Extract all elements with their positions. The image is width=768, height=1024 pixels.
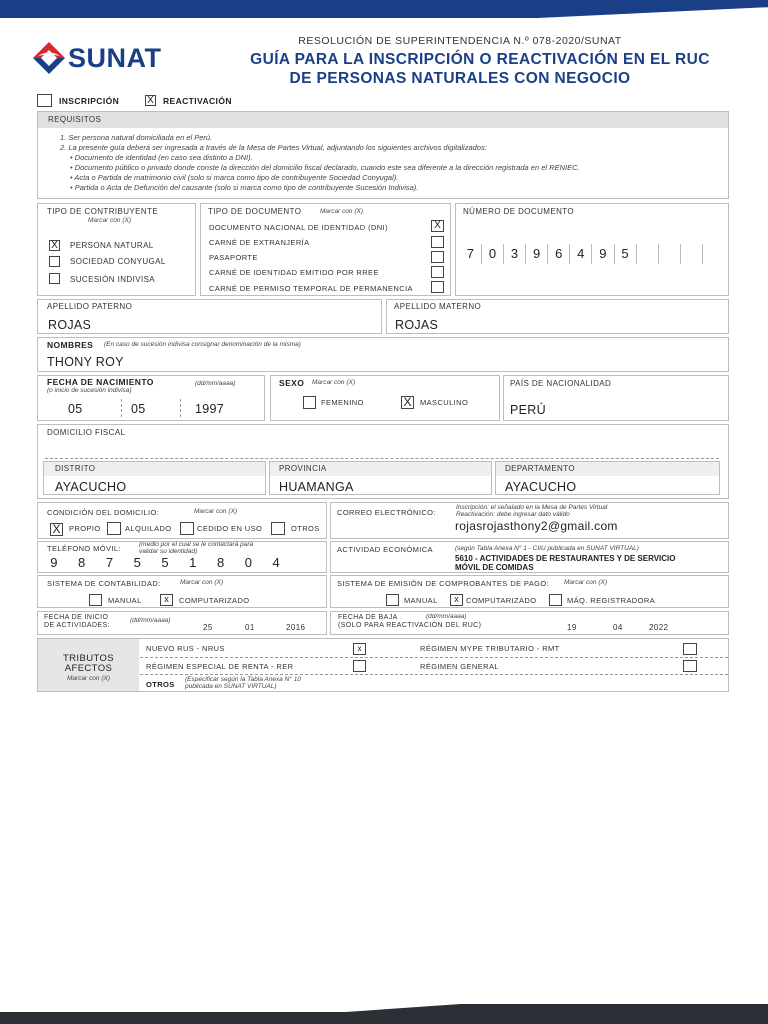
doc-digit: 5 xyxy=(615,244,637,264)
inscripcion-checkbox[interactable] xyxy=(37,94,52,107)
requisito-bullet-1: • Documento de identidad (en caso sea distinto a DNI). xyxy=(70,153,253,162)
sexo-hint: Marcar con (X) xyxy=(312,379,355,386)
bottom-banner xyxy=(0,1004,768,1024)
masculino-checkbox[interactable]: X xyxy=(401,396,414,409)
baja-day[interactable]: 19 xyxy=(567,623,577,632)
apellido-materno-value[interactable]: ROJAS xyxy=(395,318,439,332)
inicio-month[interactable]: 01 xyxy=(245,623,255,632)
requisito-1: 1. Ser persona natural domiciliada en el Perú. xyxy=(60,133,213,142)
emision-label: SISTEMA DE EMISIÓN DE COMPROBANTES DE PAGO: xyxy=(337,579,550,588)
doc-rree-label: CARNÉ DE IDENTIDAD EMITIDO POR RREE xyxy=(209,268,379,277)
nombres-value[interactable]: THONY ROY xyxy=(47,355,124,369)
contab-manual-label: MANUAL xyxy=(108,596,142,605)
femenino-checkbox[interactable] xyxy=(303,396,316,409)
doc-digit: 7 xyxy=(460,244,482,264)
contabilidad-hint: Marcar con (X) xyxy=(180,579,223,586)
correo-value[interactable]: rojasrojasthony2@gmail.com xyxy=(455,519,618,533)
doc-digit xyxy=(637,244,659,264)
distrito-value[interactable]: AYACUCHO xyxy=(55,480,127,494)
domicilio-label: DOMICILIO FISCAL xyxy=(47,428,126,437)
doc-pasaporte-label: PASAPORTE xyxy=(209,253,258,262)
nacimiento-year[interactable]: 1997 xyxy=(195,402,225,416)
baja-format: (dd/mm/aaaa) xyxy=(426,613,467,620)
tipo-contribuyente-hint: Marcar con (X) xyxy=(88,217,131,224)
numero-documento-field[interactable] xyxy=(460,244,724,264)
reactivacion-checkbox[interactable]: X xyxy=(145,95,156,106)
inscripcion-label: INSCRIPCIÓN xyxy=(59,96,120,106)
tel-digit: 5 xyxy=(161,555,169,570)
doc-digit: 4 xyxy=(570,244,592,264)
alquilado-checkbox[interactable] xyxy=(107,522,121,535)
doc-digit xyxy=(703,244,724,264)
doc-digit xyxy=(659,244,681,264)
actividad-label: ACTIVIDAD ECONÓMICA xyxy=(337,545,433,554)
doc-digit: 0 xyxy=(482,244,504,264)
doc-pasaporte-checkbox[interactable] xyxy=(431,251,444,263)
logo-text: SUNAT xyxy=(68,43,162,73)
correo-hint-1: Inscripción: el señalado en la Mesa de Partes Virtual xyxy=(456,504,608,511)
general-label: RÉGIMEN GENERAL xyxy=(420,662,499,671)
emision-manual-checkbox[interactable] xyxy=(386,594,399,606)
nacionalidad-label: PAÍS DE NACIONALIDAD xyxy=(510,379,612,388)
tipo-contribuyente-title: TIPO DE CONTRIBUYENTE xyxy=(47,207,159,216)
nombres-label: NOMBRES xyxy=(47,340,94,350)
sociedad-conyugal-checkbox[interactable] xyxy=(49,256,60,267)
alquilado-label: ALQUILADO xyxy=(125,524,172,533)
emision-maq-checkbox[interactable] xyxy=(549,594,562,606)
baja-year[interactable]: 2022 xyxy=(649,623,669,632)
resolution-text: RESOLUCIÓN DE SUPERINTENDENCIA N.º 078-2020/SUNAT xyxy=(298,35,622,47)
baja-month[interactable]: 04 xyxy=(613,623,623,632)
otros-tributos-hint-1: (Especificar según la Tabla Anexa N° 10 xyxy=(185,676,301,683)
baja-label-1: FECHA DE BAJA xyxy=(338,614,398,621)
emision-manual-label: MANUAL xyxy=(404,596,438,605)
inicio-format: (dd/mm/aaaa) xyxy=(130,617,171,624)
apellido-materno-label: APELLIDO MATERNO xyxy=(394,302,482,311)
apellido-paterno-label: APELLIDO PATERNO xyxy=(47,302,133,311)
telefono-label: TELÉFONO MÓVIL: xyxy=(47,544,121,553)
doc-digit: 3 xyxy=(504,244,526,264)
tributos-hint: Marcar con (X) xyxy=(67,675,110,682)
otros-condicion-checkbox[interactable] xyxy=(271,522,285,535)
departamento-label: DEPARTAMENTO xyxy=(505,464,575,473)
femenino-label: FEMENINO xyxy=(321,398,364,407)
sucesion-indivisa-label: SUCESIÓN INDIVISA xyxy=(70,275,156,284)
general-checkbox[interactable] xyxy=(683,660,697,672)
mype-checkbox[interactable] xyxy=(683,643,697,655)
tel-digit: 0 xyxy=(244,555,252,570)
rer-label: RÉGIMEN ESPECIAL DE RENTA - RER xyxy=(146,662,294,671)
inicio-day[interactable]: 25 xyxy=(203,623,213,632)
departamento-value[interactable]: AYACUCHO xyxy=(505,480,577,494)
requisito-2: 2. La presente guía deberá ser ingresada a través de la Mesa de Partes Virtual, adjuntando los siguientes archivos digitalizados: xyxy=(60,143,487,152)
tipo-documento-title: TIPO DE DOCUMENTO xyxy=(208,207,302,216)
emision-comp-label: COMPUTARIZADO xyxy=(466,596,537,605)
doc-digit xyxy=(681,244,703,264)
emision-hint: Marcar con (X) xyxy=(564,579,607,586)
nrus-checkbox[interactable]: x xyxy=(353,643,366,655)
doc-dni-checkbox[interactable]: X xyxy=(431,220,444,232)
sexo-label: SEXO xyxy=(279,378,305,388)
requisito-bullet-4: • Partida o Acta de Defunción del causante (solo si marca como tipo de contribuyente Sucesión Indivisa). xyxy=(70,183,419,192)
persona-natural-checkbox[interactable]: X xyxy=(49,240,60,251)
nacimiento-label: FECHA DE NACIMIENTO xyxy=(47,377,154,387)
tel-digit: 9 xyxy=(50,555,58,570)
numero-documento-title: NÚMERO DE DOCUMENTO xyxy=(463,207,575,216)
otros-tributos-hint-2: publicada en SUNAT VIRTUAL) xyxy=(185,683,277,690)
mype-label: RÉGIMEN MYPE TRIBUTARIO - RMT xyxy=(420,644,560,653)
emision-comp-checkbox[interactable]: x xyxy=(450,594,463,606)
top-banner xyxy=(0,0,768,18)
doc-carne-extranjeria-label: CARNÉ DE EXTRANJERÍA xyxy=(209,238,310,247)
provincia-label: PROVINCIA xyxy=(279,464,327,473)
tel-digit: 7 xyxy=(105,555,114,570)
tipo-documento-section xyxy=(200,203,451,296)
doc-dni-label: DOCUMENTO NACIONAL DE IDENTIDAD (DNI) xyxy=(209,223,388,232)
cedido-label: CEDIDO EN USO xyxy=(197,524,263,533)
actividad-line1[interactable]: 5610 - ACTIVIDADES DE RESTAURANTES Y DE SERVICIO xyxy=(455,554,676,563)
doc-ptp-label: CARNÉ DE PERMISO TEMPORAL DE PERMANENCIA xyxy=(209,284,413,293)
tel-digit: 4 xyxy=(272,555,280,570)
requisitos-title: REQUISITOS xyxy=(48,115,102,124)
propio-label: PROPIO xyxy=(69,524,101,533)
reactivacion-label: REACTIVACIÓN xyxy=(163,96,232,106)
persona-natural-label: PERSONA NATURAL xyxy=(70,241,154,250)
inicio-label-2: DE ACTIVIDADES: xyxy=(44,622,110,629)
doc-carne-extranjeria-checkbox[interactable] xyxy=(431,236,444,248)
nombres-hint: (En caso de sucesión indivisa consignar denominación de la misma) xyxy=(104,341,301,348)
sunat-logo-icon xyxy=(32,41,66,75)
nacionalidad-value[interactable]: PERÚ xyxy=(510,403,546,417)
nacimiento-month[interactable]: 05 xyxy=(131,402,146,416)
sociedad-conyugal-label: SOCIEDAD CONYUGAL xyxy=(70,257,166,266)
requisito-bullet-2: • Documento público o privado donde conste la dirección del domicilio fiscal declarado, cuando este sea diferente a la dirección registrada en el RENIEC. xyxy=(70,163,580,172)
nrus-label: NUEVO RUS - NRUS xyxy=(146,644,225,653)
actividad-hint: (según Tabla Anexa N° 1 - CIIU publicada en SUNAT VIRTUAL) xyxy=(455,545,639,552)
doc-digit: 9 xyxy=(526,244,548,264)
otros-condicion-label: OTROS xyxy=(291,524,320,533)
apellido-paterno-value[interactable]: ROJAS xyxy=(48,318,92,332)
contab-comp-label: COMPUTARIZADO xyxy=(179,596,250,605)
doc-digit: 6 xyxy=(548,244,570,264)
correo-hint-2: Reactivación: debe ingresar dato válido xyxy=(456,511,570,518)
condicion-hint: Marcar con (X) xyxy=(194,508,237,515)
telefono-hint-1: (medio por el cual se le contactará para xyxy=(139,541,254,548)
tributos-label-2: AFECTOS xyxy=(64,663,113,674)
actividad-line2[interactable]: MÓVIL DE COMIDAS xyxy=(455,563,534,572)
telefono-hint-2: validar su identidad) xyxy=(139,548,198,555)
otros-tributos-label: OTROS xyxy=(146,680,175,689)
doc-digit: 9 xyxy=(592,244,614,264)
contabilidad-label: SISTEMA DE CONTABILIDAD: xyxy=(47,579,161,588)
correo-label: CORREO ELECTRÓNICO: xyxy=(337,508,436,517)
baja-label-2: (SOLO PARA REACTIVACIÓN DEL RUC) xyxy=(338,622,482,629)
tributos-section xyxy=(37,638,729,692)
telefono-field[interactable] xyxy=(40,555,290,571)
nacimiento-format: (dd/mm/aaaa) xyxy=(195,380,236,387)
tel-digit: 1 xyxy=(189,555,197,570)
masculino-label: MASCULINO xyxy=(420,398,469,407)
condicion-label: CONDICIÓN DEL DOMICILIO: xyxy=(47,508,160,517)
emision-maq-label: MÁQ. REGISTRADORA xyxy=(567,596,656,605)
distrito-label: DISTRITO xyxy=(55,464,96,473)
tel-digit: 8 xyxy=(216,555,225,570)
propio-checkbox[interactable]: X xyxy=(50,523,63,536)
doc-ptp-checkbox[interactable] xyxy=(431,281,444,293)
contab-comp-checkbox[interactable]: x xyxy=(160,594,173,606)
tributos-label-1: TRIBUTOS xyxy=(62,653,115,664)
page-title-line1: GUÍA PARA LA INSCRIPCIÓN O REACTIVACIÓN EN EL RUC xyxy=(250,51,710,68)
tel-digit: 5 xyxy=(133,555,141,570)
requisito-bullet-3: • Acta o Partida de matrimonio civil (solo si marca como tipo de contribuyente Sociedad Conyugal). xyxy=(70,173,399,182)
rer-checkbox[interactable] xyxy=(353,660,366,672)
sucesion-indivisa-checkbox[interactable] xyxy=(49,273,60,284)
tel-digit: 8 xyxy=(78,555,86,570)
tipo-documento-hint: Marcar con (X) xyxy=(320,208,363,215)
inicio-year[interactable]: 2016 xyxy=(286,623,306,632)
nacimiento-sub: (o inicio de sucesión indivisa) xyxy=(47,387,132,394)
nacimiento-day[interactable]: 05 xyxy=(68,402,83,416)
page-title-line2: DE PERSONAS NATURALES CON NEGOCIO xyxy=(289,70,631,87)
provincia-value[interactable]: HUAMANGA xyxy=(279,480,354,494)
contab-manual-checkbox[interactable] xyxy=(89,594,102,606)
cedido-checkbox[interactable] xyxy=(180,522,194,535)
doc-rree-checkbox[interactable] xyxy=(431,266,444,278)
inicio-label-1: FECHA DE INICIO xyxy=(44,614,109,621)
